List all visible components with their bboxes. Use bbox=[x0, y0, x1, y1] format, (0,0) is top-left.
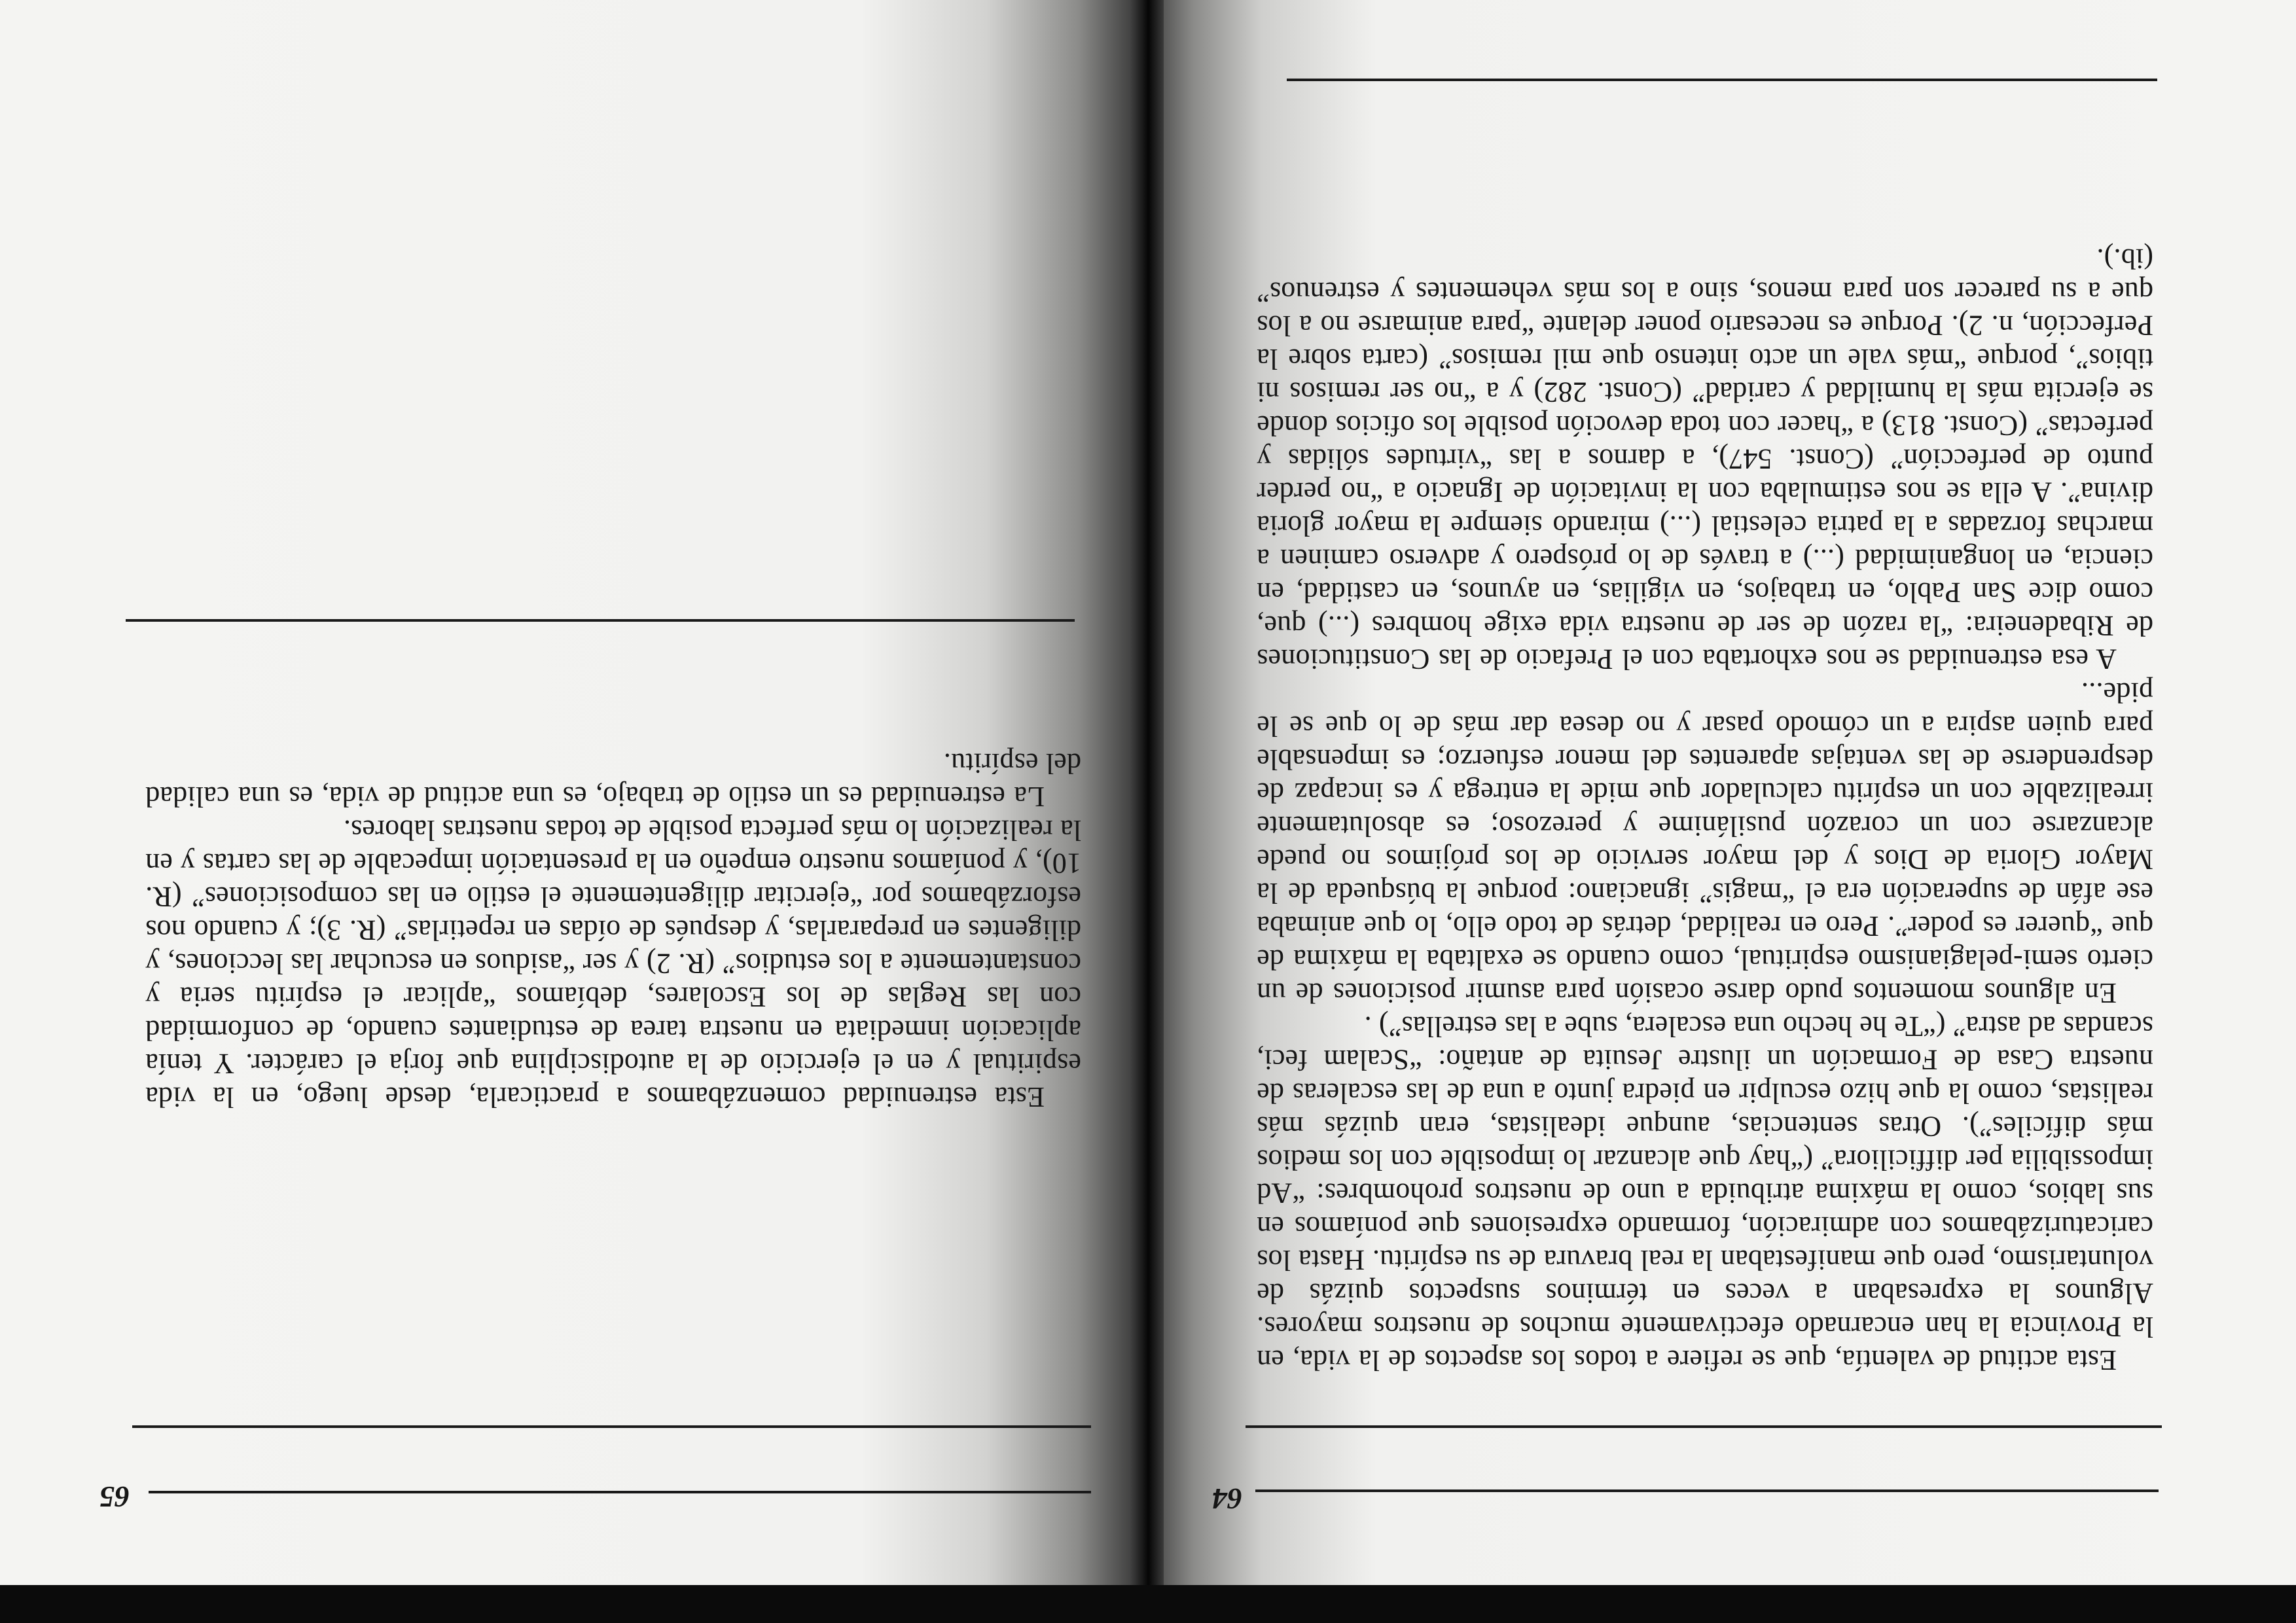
book-gutter-shadow bbox=[1130, 0, 1164, 1585]
page-65 bbox=[0, 0, 1147, 1585]
body-text bbox=[145, 747, 1081, 1114]
paragraph: En algunos momentos pudo darse ocasión para asumir posiciones de un cierto semi-pelagianismo espiritual, como cuando se exaltaba la máxima de que “querer es poder”. Pero en realidad, detrás de todo ello, lo que animaba ese afán de superación era el “magis” ignaciano: porque la búsqueda de la Mayor Gloria de Dios y del mayor servicio de los prójimos no puede alcanzarse con un corazón pusilánime y perezoso; es absolutamente irrealizable con un espíritu calculador que mide la entrega y es incapaz de desprenderse de las ventajas aparentes del menor esfuerzo; es impensable para quien aspira a un cómodo pasar y no desea dar más de lo que se le pide... bbox=[1257, 677, 2153, 1009]
scanner-bed-edge bbox=[0, 1585, 2296, 1623]
paragraph: A esa estrenuidad se nos exhortaba con el Prefacio de las Constituciones de Ribadeneira: “la razón de ser de nuestra vida exige hombres (...) que, como dice San Pablo, en trabajos, en vigilias, en ayunos, en castidad, en ciencia, en longanimidad (...) a través de lo próspero y adverso caminen a marchas forzadas a la patria celestial (...) mirando siempre la mayor gloria divina”. A ella se nos estimulaba con la invitación de Ignacio a “no perder punto de perfección” (Const. 547), a darnos a las “virtudes sólidas y perfectas” (Const. 813) a “hacer con toda devoción posible los oficios donde se ejercita más la humildad y caridad” (Const. 282) y a “no ser remisos ni tibios”, porque “más vale un acto intenso que mil remisos” (carta sobre la Perfección, n. 2). Porque es necesario poner delante “para animarse no a los que a su parecer son para menos, sino a los más vehementes y estrenuos” (ib.). bbox=[1257, 243, 2153, 675]
paragraph: Esta estrenuidad comenzábamos a practicarla, desde luego, en la vida espiritual y en el ejercicio de la autodisciplina que forja el carácter. Y tenía aplicación inmediata en nuestra tarea de estudiantes cuando, de conformidad con las Reglas de los Escolares, debíamos “aplicar el espíritu seria y constantemente a los estudios” (R. 2) y ser “asiduos en escuchar las lecciones, y diligentes en prepararlas, y después de oídas en repetirlas” (R. 3); y cuando nos esforzábamos por “ejercitar diligentemente el estilo en las composiciones” (R. 10), y poníamos nuestro empeño en la presentación impecable de las cartas y en la realización lo más perfecta posible de todas nuestras labores. bbox=[145, 814, 1081, 1113]
header-rule-top bbox=[149, 1491, 1091, 1493]
page-64 bbox=[1147, 0, 2296, 1585]
header-rule-top bbox=[1255, 1489, 2159, 1492]
paragraph: Esta actitud de valentía, que se refiere a todos los aspectos de la vida, en la Provincia la han encarnado efectivamente muchos de nuestros mayores. Algunos la expresaban a veces en términos suspectos quizás de voluntarismo, pero que manifestaban la real bravura de su espíritu. Hasta los caricaturizábamos con admiración, formando expresiones que poníamos en sus labios, como la máxima atribuida a uno de nuestros prohombres: “Ad impossibilia per difficiliora” (“hay que alcanzar lo imposible con los medios más difíciles”). Otras sentencias, aunque idealistas, eran quizás más realistas, como la que hizo esculpir en piedra junto a una de las escaleras de nuestra Casa de Formación un ilustre Jesuita de antaño: “Scalam feci, scandas ad astra” (“Te he hecho una escalera, sube a las estrellas”) . bbox=[1257, 1010, 2153, 1376]
paragraph: La estrenuidad es un estilo de trabajo, es una actitud de vida, es una calidad del espíritu. bbox=[145, 747, 1081, 813]
header-rule-bottom bbox=[132, 1425, 1091, 1428]
header-rule-bottom bbox=[1246, 1425, 2162, 1428]
body-text bbox=[1257, 242, 2153, 1377]
page-number: 64 bbox=[1212, 1482, 1242, 1516]
footer-rule bbox=[126, 619, 1075, 622]
footer-rule bbox=[1287, 79, 2157, 81]
page-number: 65 bbox=[99, 1480, 130, 1514]
